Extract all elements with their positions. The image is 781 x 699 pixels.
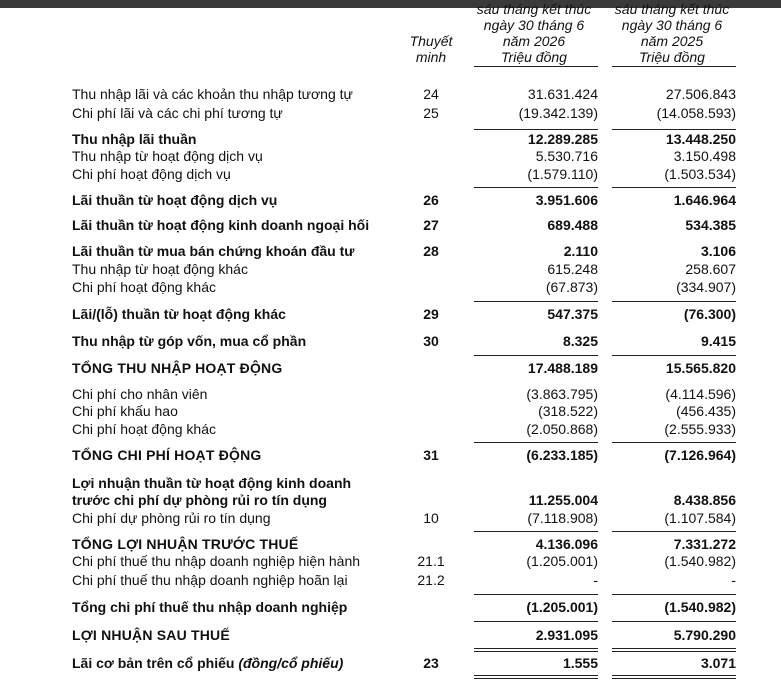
rule-line [474, 301, 598, 302]
row-note: 21.2 [417, 572, 445, 588]
row-net-operating-profit-line-1 [0, 474, 781, 492]
row-value-2025: (456.435) [676, 403, 736, 419]
eps-label-text: Lãi cơ bản trên cổ phiếu [72, 655, 235, 671]
row-note: 29 [423, 306, 439, 322]
row-value-2025: 534.385 [685, 217, 736, 233]
row-note: 26 [423, 192, 439, 208]
rule-line [612, 355, 736, 356]
row-capital-contribution-income [0, 332, 781, 350]
row-value-2025: 3.071 [700, 655, 736, 671]
column-2026-header [470, 1, 598, 65]
row-note: 25 [423, 105, 439, 121]
row-service-income [0, 147, 781, 165]
rule-line [474, 594, 598, 595]
col2-header-line-3: năm 2025 [640, 33, 704, 49]
row-label [72, 654, 343, 672]
row-label: Thu nhập từ hoạt động dịch vụ [72, 148, 263, 164]
note-column-header [398, 33, 464, 65]
row-value-2026: - [593, 572, 598, 588]
row-label: Lãi thuần từ hoạt động kinh doanh ngoại hối [72, 217, 370, 233]
row-value-2026: 2.110 [563, 243, 598, 259]
rule-line [474, 66, 598, 67]
rule-line [474, 621, 598, 622]
row-label: TỔNG CHI PHÍ HOẠT ĐỘNG [72, 447, 262, 463]
row-label: Chi phí thuế thu nhập doanh nghiệp hoãn lại [72, 572, 348, 588]
row-value-2026: 547.375 [547, 306, 598, 322]
row-value-2026: 689.488 [547, 217, 598, 233]
row-value-2026: (6.233.185) [526, 447, 598, 463]
col1-header-line-1: sáu tháng kết thúc [476, 1, 592, 17]
rule-line [612, 531, 736, 532]
row-interest-expense [0, 104, 781, 122]
double-rule-line [612, 678, 736, 679]
row-value-2026: (19.342.139) [518, 105, 598, 121]
double-rule-line [612, 648, 736, 649]
row-note: 24 [423, 86, 439, 102]
row-current-tax-expense [0, 552, 781, 570]
double-rule-line [474, 651, 598, 652]
rule-line [474, 187, 598, 188]
row-value-2025: (4.114.596) [665, 386, 736, 402]
row-value-2026: 615.248 [547, 261, 598, 277]
row-label: Lãi thuần từ mua bán chứng khoán đầu tư [72, 243, 355, 259]
row-interest-income [0, 85, 781, 103]
row-note: 23 [423, 655, 439, 671]
row-label: Tổng chi phí thuế thu nhập doanh nghiệp [72, 599, 348, 615]
row-value-2026: 3.951.606 [535, 192, 598, 208]
row-label: Chi phí hoạt động khác [72, 421, 216, 437]
row-label: TỔNG THU NHẬP HOẠT ĐỘNG [72, 360, 283, 376]
rule-line [612, 442, 736, 443]
row-profit-after-tax [0, 626, 781, 644]
row-label: Chi phí hoạt động khác [72, 279, 216, 295]
row-value-2026: (67.873) [545, 279, 598, 295]
row-value-2025: 258.607 [685, 261, 736, 277]
row-label: Lãi thuần từ hoạt động dịch vụ [72, 192, 278, 208]
row-value-2026: 11.255.004 [528, 492, 598, 508]
row-net-forex-income [0, 216, 781, 234]
row-value-2026: (1.579.110) [527, 166, 598, 182]
row-service-expense [0, 165, 781, 183]
row-label: Chi phí lãi và các chi phí tương tự [72, 105, 283, 121]
row-value-2026: 1.555 [562, 655, 598, 671]
row-label: Lợi nhuận thuần từ hoạt động kinh doanh [72, 475, 352, 491]
row-label: TỔNG LỢI NHUẬN TRƯỚC THUẾ [72, 536, 299, 552]
double-rule-line [612, 651, 736, 652]
row-value-2026: (1.205.001) [526, 553, 598, 569]
eps-unit-text: (đồng/cổ phiếu) [238, 655, 344, 671]
row-other-expense [0, 278, 781, 296]
row-value-2026: 4.136.096 [535, 536, 598, 552]
row-value-2025: 8.438.856 [673, 492, 736, 508]
row-value-2025: (14.058.593) [656, 105, 736, 121]
row-value-2026: 2.931.095 [535, 627, 598, 643]
row-value-2026: (7.118.908) [527, 510, 598, 526]
row-note: 28 [423, 243, 439, 259]
row-value-2026: 8.325 [562, 333, 598, 349]
double-rule-line [474, 648, 598, 649]
row-profit-before-tax [0, 535, 781, 553]
note-header-line-1: Thuyết [409, 33, 453, 49]
col2-header-line-4: Triệu đồng [639, 49, 705, 65]
row-note: 31 [423, 447, 439, 463]
row-net-other-income [0, 305, 781, 323]
rule-line [612, 621, 736, 622]
row-label: Lãi/(lỗ) thuần từ hoạt động khác [72, 306, 286, 322]
row-label: Chi phí hoạt động dịch vụ [72, 166, 231, 182]
column-2025-header [608, 1, 736, 65]
col2-header-line-2: ngày 30 tháng 6 [621, 17, 723, 33]
row-value-2026: (3.863.795) [526, 386, 598, 402]
row-value-2025: (76.300) [683, 306, 736, 322]
col1-header-line-2: ngày 30 tháng 6 [483, 17, 585, 33]
row-value-2025: 7.331.272 [673, 536, 736, 552]
row-value-2025: (1.540.982) [664, 599, 736, 615]
row-value-2026: 17.488.189 [527, 360, 598, 376]
double-rule-line [474, 675, 598, 676]
row-label: Thu nhập từ góp vốn, mua cổ phần [72, 333, 307, 349]
row-net-service-income [0, 191, 781, 209]
row-total-operating-expense [0, 446, 781, 464]
note-header-line-2: minh [415, 49, 447, 65]
row-label: Chi phí dự phòng rủi ro tín dụng [72, 510, 271, 526]
double-rule-line [612, 675, 736, 676]
row-note: 30 [423, 333, 439, 349]
rule-line [612, 187, 736, 188]
row-label: Chi phí thuế thu nhập doanh nghiệp hiện hành [72, 553, 361, 569]
row-value-2025: (1.540.982) [664, 553, 736, 569]
row-value-2025: 27.506.843 [665, 86, 736, 102]
rule-line [474, 442, 598, 443]
row-value-2025: (1.503.534) [664, 166, 736, 182]
row-other-income [0, 260, 781, 278]
row-label: Chi phí khấu hao [72, 403, 178, 419]
col1-header-line-3: năm 2026 [502, 33, 566, 49]
row-depreciation-expense [0, 402, 781, 420]
rule-line [612, 594, 736, 595]
row-value-2025: 1.646.964 [673, 192, 736, 208]
row-label: trước chi phí dự phòng rủi ro tín dụng [72, 492, 327, 508]
row-label: LỢI NHUẬN SAU THUẾ [72, 627, 230, 643]
row-value-2026: (2.050.868) [526, 421, 598, 437]
row-value-2026: (318.522) [538, 403, 598, 419]
row-value-2025: 13.448.250 [665, 131, 736, 147]
col1-header-line-4: Triệu đồng [501, 49, 567, 65]
row-credit-risk-provision [0, 509, 781, 527]
row-value-2026: 12.289.285 [527, 131, 598, 147]
rule-line [612, 66, 736, 67]
row-value-2025: (2.555.933) [664, 421, 736, 437]
row-value-2025: (7.126.964) [664, 447, 736, 463]
double-rule-line [474, 678, 598, 679]
row-value-2025: (334.907) [676, 279, 736, 295]
row-note: 27 [423, 217, 439, 233]
row-label: Chi phí cho nhân viên [72, 386, 208, 402]
row-net-securities-income [0, 242, 781, 260]
rule-line [474, 531, 598, 532]
row-deferred-tax-expense [0, 571, 781, 589]
row-value-2025: 3.150.498 [673, 148, 736, 164]
row-label: Thu nhập từ hoạt động khác [72, 261, 248, 277]
row-note: 10 [423, 510, 439, 526]
row-other-operating-expense [0, 420, 781, 438]
row-value-2025: - [731, 572, 736, 588]
row-total-operating-income [0, 359, 781, 377]
row-total-tax-expense [0, 598, 781, 616]
row-value-2025: (1.107.584) [664, 510, 736, 526]
row-net-operating-profit-line-2 [0, 491, 781, 509]
row-value-2025: 15.565.820 [665, 360, 736, 376]
row-value-2026: (1.205.001) [526, 599, 598, 615]
row-value-2025: 5.790.290 [673, 627, 736, 643]
col2-header-line-1: sáu tháng kết thúc [614, 1, 730, 17]
row-value-2026: 5.530.716 [535, 148, 598, 164]
row-net-interest-income [0, 130, 781, 148]
rule-line [612, 301, 736, 302]
row-staff-expense [0, 385, 781, 403]
rule-line [474, 355, 598, 356]
row-basic-eps [0, 654, 781, 672]
row-value-2026: 31.631.424 [527, 86, 598, 102]
row-value-2025: 3.106 [700, 243, 736, 259]
row-note: 21.1 [417, 553, 445, 569]
row-label: Thu nhập lãi thuần [72, 131, 197, 147]
row-value-2025: 9.415 [700, 333, 736, 349]
row-label: Thu nhập lãi và các khoản thu nhập tương tự [72, 86, 353, 102]
